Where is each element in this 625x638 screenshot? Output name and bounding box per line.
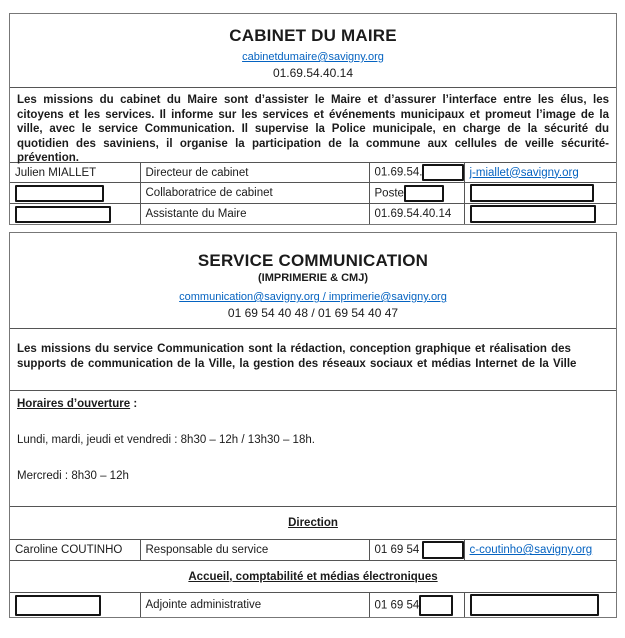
table-row (10, 163, 616, 183)
cabinet-header (10, 14, 616, 88)
redaction-box (470, 184, 594, 202)
cabinet-missions-text: Les missions du cabinet du Maire sont d’assister le Maire et d’assurer l’interface entre les élus, les citoyens et les services. Il informe sur les services et événements municipaux et promeut l’image de la ville, avec le service Communication. Il supervise la Police municipale, en charge de la sécurité du quotidien des saviniens, il organise la participation de la commune aux cellules de veille sécurité-prévention. (10, 88, 616, 163)
staff-phone: 01 69 54 (369, 540, 464, 560)
communication-missions-text: Les missions du service Communication sont la rédaction, conception graphique et réalisation des supports de communication de la Ville, la gestion des réseaux sociaux et médias Internet de la Ville (10, 328, 616, 390)
table-row (10, 540, 616, 560)
communication-phones: 01 69 54 40 48 / 01 69 54 40 47 (227, 306, 399, 320)
opening-hours-weekdays: Lundi, mardi, jeudi et vendredi : 8h30 – 12h / 13h30 – 18h. (17, 434, 315, 446)
staff-email-link[interactable]: j-miallet@savigny.org (469, 166, 579, 179)
staff-name: Caroline COUTINHO (15, 544, 123, 556)
staff-name (10, 593, 140, 617)
staff-email-link[interactable]: c-coutinho@savigny.org (469, 544, 593, 556)
staff-name (10, 183, 140, 204)
staff-phone: 01.69.54.40.14 (369, 204, 464, 225)
communication-header (10, 233, 616, 328)
cabinet-staff-table (10, 163, 616, 224)
cabinet-du-maire-section (9, 13, 617, 225)
direction-heading: Direction (10, 506, 616, 539)
redaction-box (15, 185, 104, 202)
staff-role: Responsable du service (140, 540, 369, 560)
staff-name: Julien MIALLET (10, 163, 140, 183)
opening-hours-block (10, 390, 616, 506)
staff-email (464, 163, 616, 183)
service-communication-section (9, 232, 617, 618)
staff-email (464, 204, 616, 225)
staff-email (464, 540, 616, 560)
opening-hours-wednesday: Mercredi : 8h30 – 12h (17, 470, 129, 482)
communication-emails-link[interactable]: communication@savigny.org / imprimerie@savigny.org (179, 291, 447, 303)
redaction-box (15, 595, 101, 616)
redaction-box (422, 164, 464, 181)
table-row (10, 183, 616, 204)
accueil-heading: Accueil, comptabilité et médias électroniques (10, 560, 616, 592)
cabinet-email-link[interactable]: cabinetdumaire@savigny.org (242, 51, 384, 63)
direction-table (10, 540, 616, 560)
communication-subtitle: (IMPRIMERIE & CMJ) (258, 272, 368, 284)
staff-role: Adjointe administrative (140, 593, 369, 617)
redaction-box (470, 205, 596, 223)
cabinet-phone: 01.69.54.40.14 (272, 66, 354, 80)
redaction-box (422, 541, 464, 559)
staff-phone: Poste (369, 183, 464, 204)
table-row (10, 204, 616, 225)
staff-role: Directeur de cabinet (140, 163, 369, 183)
accueil-table (10, 593, 616, 617)
staff-phone: 01 69 54 (369, 593, 464, 617)
opening-hours-heading: Horaires d’ouverture : (17, 398, 138, 410)
redaction-box (404, 185, 444, 202)
redaction-box (419, 595, 453, 616)
redaction-box (15, 206, 111, 223)
staff-email (464, 183, 616, 204)
table-row (10, 593, 616, 617)
cabinet-title: CABINET DU MAIRE (229, 26, 397, 45)
staff-email (464, 593, 616, 617)
staff-phone: 01.69.54. (369, 163, 464, 183)
redaction-box (470, 594, 599, 616)
staff-name (10, 204, 140, 225)
staff-role: Collaboratrice de cabinet (140, 183, 369, 204)
communication-title: SERVICE COMMUNICATION (197, 251, 429, 270)
staff-role: Assistante du Maire (140, 204, 369, 225)
